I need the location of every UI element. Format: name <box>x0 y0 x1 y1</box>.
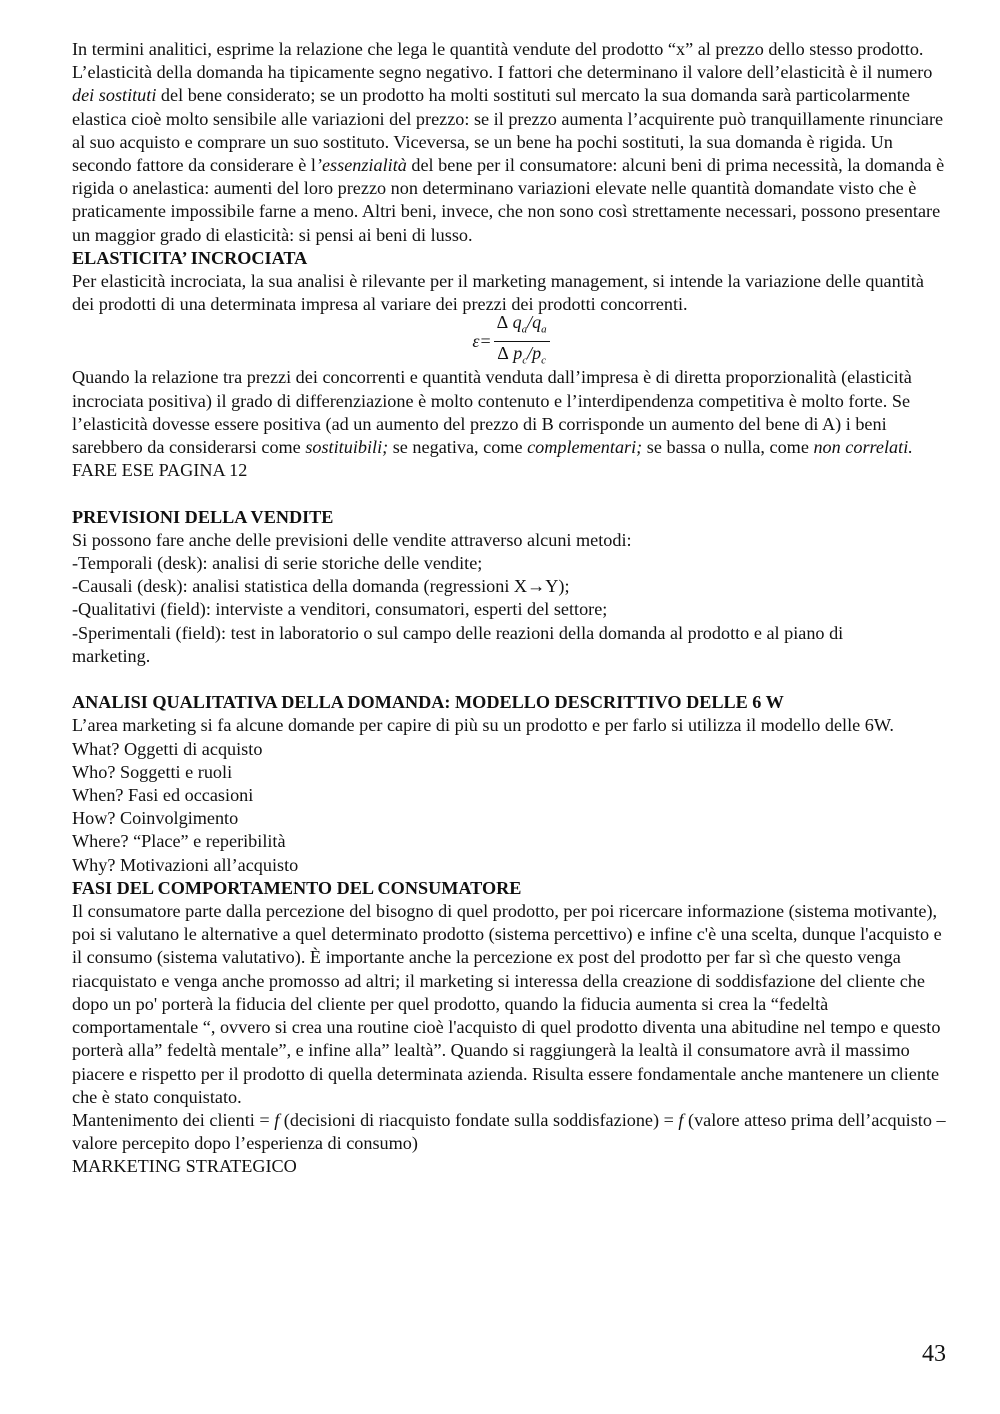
exercise-note: FARE ESE PAGINA 12 <box>72 460 248 481</box>
page-number: 43 <box>922 1341 946 1367</box>
text-run: Quando la relazione tra prezzi dei concorrenti e quantità venduta dall’impresa è di diretta proporzionalità (elasticità incrociata positiva) il grado di differenziazione è molto contenuto e l’interdipendenza competitiva è molto forte. Se l’elasticità dovesse essere positiva (ad un aumento del prezzo di B corrisponde un aumento del bene di A) i beni sarebbero da considerarsi come <box>72 367 912 458</box>
next-section-label: MARKETING STRATEGICO <box>72 1156 297 1177</box>
forecast-item: -Temporali (desk): analisi di serie storiche delle vendite; <box>72 553 483 574</box>
text-run: (decisioni di riacquisto fondate sulla soddisfazione) = <box>279 1109 679 1130</box>
heading-forecast: PREVISIONI DELLA VENDITE <box>72 506 334 527</box>
delta-symbol: Δ <box>497 342 509 363</box>
forecast-item: -Sperimentali (field): test in laboratorio o sul campo delle reazioni della domanda al prodotto e al piano di marketing. <box>72 622 844 666</box>
forecast-item: -Causali (desk): analisi statistica della domanda (regressioni X→Y); <box>72 576 570 597</box>
slash: / <box>527 342 533 363</box>
function-f: f <box>274 1109 280 1130</box>
spacer <box>72 668 950 691</box>
subscript-c: c <box>522 354 528 367</box>
var-p: p <box>513 342 523 363</box>
document-page <box>72 38 950 1179</box>
subscript-a: a <box>541 323 547 336</box>
function-f: f <box>678 1109 684 1130</box>
forecast-item: -Qualitativi (field): interviste a venditori, consumatori, esperti del settore; <box>72 599 608 620</box>
six-w-item-where: Where? “Place” e reperibilità <box>72 831 286 852</box>
emphasis-sostituti: dei sostituti <box>72 85 157 106</box>
cross-elasticity-paragraph-1: Per elasticità incrociata, la sua analisi è rilevante per il marketing management, si intende la variazione delle quantità dei prodotti di una determinata impresa al variare dei prezzi dei prodotti concorrenti. <box>72 271 924 315</box>
formula-fraction <box>494 312 550 370</box>
emphasis-sostituibili: sostituibili; <box>305 437 389 458</box>
emphasis-essenzialita: ’essenzialità <box>315 155 407 176</box>
cross-elasticity-formula <box>72 312 950 367</box>
consumer-paragraph-2 <box>72 1109 950 1155</box>
six-w-item-why: Why? Motivazioni all’acquisto <box>72 854 299 875</box>
text-run: Mantenimento dei clienti = <box>72 1109 275 1130</box>
intro-paragraph-2 <box>72 61 950 247</box>
heading-consumer-behaviour: FASI DEL COMPORTAMENTO DEL CONSUMATORE <box>72 877 522 898</box>
var-p: p <box>532 342 542 363</box>
six-w-item-what: What? Oggetti di acquisto <box>72 738 263 759</box>
forecast-intro: Si possono fare anche delle previsioni delle vendite attraverso alcuni metodi: <box>72 529 632 550</box>
slash: / <box>527 312 533 333</box>
subscript-a: a <box>521 323 528 336</box>
text-run: se bassa o nulla, come <box>642 437 814 458</box>
emphasis-non-correlati: non correlati. <box>813 437 913 458</box>
var-q: q <box>532 312 542 333</box>
text-run: del bene per il consumatore: alcuni beni di prima necessità, la domanda è rigida o anelastica: aumenti del loro prezzo non determinano variazioni elevate nelle quantità domandate visto che è praticamente impossibile farne a meno. Altri beni, invece, che non sono così strettamente necessari, possono presentare un maggior grado di elasticità: si pensi ai beni di lusso. <box>72 155 945 245</box>
text-run: se negativa, come <box>388 437 528 458</box>
spacer <box>72 482 950 505</box>
delta-symbol: Δ <box>496 312 509 333</box>
heading-six-w: ANALISI QUALITATIVA DELLA DOMANDA: MODELLO DESCRITTIVO DELLE 6 W <box>72 692 784 713</box>
text-run: (valore atteso prima dell’acquisto – valore percepito dopo l’esperienza di consumo) <box>72 1109 946 1154</box>
text-run: L’elasticità della domanda ha tipicamente segno negativo. I fattori che determinano il valore dell’elasticità è il numero <box>72 62 933 83</box>
six-w-item-who: Who? Soggetti e ruoli <box>72 761 233 782</box>
formula-lhs: ε= <box>472 330 492 351</box>
consumer-paragraph-1: Il consumatore parte dalla percezione del bisogno di quel prodotto, per poi ricercare informazione (sistema motivante), poi si valutano le alternative a quel determinato prodotto (sistema percettivo) e infine c'è una scelta, dunque l'acquisto e il consumo (sistema valutativo). È importante anche la percezione ex post del prodotto per far sì che questo venga riacquistato e venga anche promosso ad altri; il marketing si interessa della creazione di soddisfazione del cliente che dopo un po' porterà la fiducia del cliente per quel prodotto, quando la fiducia aumenta si crea la “fedeltà comportamentale “, ovvero si crea una routine cioè l'acquisto di quel prodotto diventa una abitudine nel tempo e questo porterà alla” fedeltà mentale”, e infine alla” lealtà”. Quando si raggiungerà la lealtà il consumatore avrà il massimo piacere e rispetto per il prodotto di quella determinata azienda. Risulta essere fondamentale anche mantenere un cliente che è stato conquistato. <box>72 901 942 1107</box>
heading-cross-elasticity: ELASTICITA’ INCROCIATA <box>72 247 308 268</box>
six-w-item-when: When? Fasi ed occasioni <box>72 785 254 806</box>
six-w-item-how: How? Coinvolgimento <box>72 808 239 829</box>
cross-elasticity-paragraph-2 <box>72 366 950 459</box>
intro-paragraph-1: In termini analitici, esprime la relazione che lega le quantità vendute del prodotto “x” al prezzo dello stesso prodotto. <box>72 39 924 59</box>
subscript-c: c <box>541 354 547 367</box>
text-run: del bene considerato; se un prodotto ha molti sostituti sul mercato la sua domanda sarà particolarmente elastica cioè molto sensibile alle variazioni del prezzo: se il prezzo aumenta l’acquirente può tranquillamente rinunciare al suo acquisto e comprare un suo sostituto. Viceversa, se un bene ha pochi sostituti, la sua domanda è rigida. Un secondo fattore da considerare è l <box>72 85 944 176</box>
emphasis-complementari: complementari; <box>527 437 643 458</box>
formula-numerator <box>494 312 550 342</box>
six-w-intro: L’area marketing si fa alcune domande per capire di più su un prodotto e per farlo si utilizza il modello delle 6W. <box>72 715 894 736</box>
var-q: q <box>512 312 522 333</box>
